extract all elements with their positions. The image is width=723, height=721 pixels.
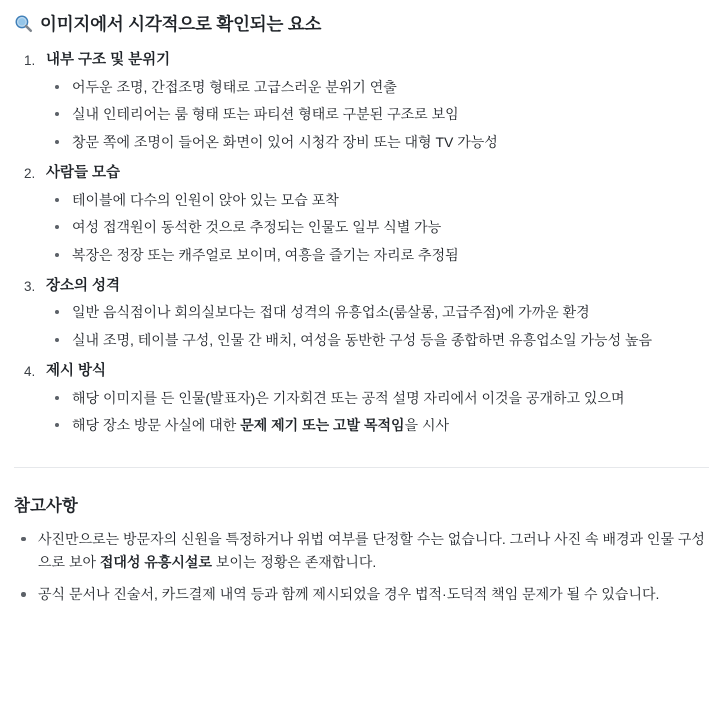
- bullet-item: 테이블에 다수의 인원이 앉아 있는 모습 포착: [46, 190, 713, 212]
- section-label: 사람들 모습: [46, 164, 121, 181]
- section-bullets: [46, 77, 713, 154]
- section-label: 장소의 성격: [46, 277, 121, 294]
- bullet-item: 어두운 조명, 간접조명 형태로 고급스러운 분위기 연출: [46, 77, 713, 99]
- section-bullets: [46, 388, 713, 437]
- list-item: [10, 361, 713, 437]
- note-text-pre: 공식 문서나 진술서, 카드결제 내역 등과 함께 제시되었을 경우 법적·도덕적 책임 문제가 될 수 있습니다.: [38, 586, 660, 603]
- bullet-text-post: 을 시사: [404, 417, 450, 434]
- list-item: [10, 583, 713, 606]
- section-label: 제시 방식: [46, 362, 107, 379]
- bullet-item: 일반 음식점이나 회의실보다는 접대 성격의 유흥업소(룸살롱, 고급주점)에 가까운 환경: [46, 302, 713, 324]
- page-title-row: [14, 11, 713, 36]
- findings-list: [10, 50, 713, 437]
- bullet-text-pre: 해당 장소 방문 사실에 대한: [72, 417, 241, 434]
- notes-title: 참고사항: [14, 496, 78, 515]
- list-item: [10, 276, 713, 352]
- note-text-post: 보이는 정황은 존재합니다.: [211, 553, 377, 570]
- list-item: [10, 50, 713, 154]
- list-item: [10, 528, 713, 573]
- bullet-item: 여성 접객원이 동석한 것으로 추정되는 인물도 일부 식별 가능: [46, 217, 713, 239]
- note-text-pre: 사진만으로는 방문자의 신원을 특정하거나 위법 여부를 단정할 수는 없습니다. 그러나 사진 속 배경과 인물 구성으로 보아: [38, 530, 705, 570]
- note-text-emphasis: 접대성 유흥시설로: [99, 553, 212, 570]
- section-bullets: [46, 190, 713, 267]
- bullet-item: 복장은 정장 또는 캐주얼로 보이며, 여흥을 즐기는 자리로 추정됨: [46, 245, 713, 267]
- bullet-item: 창문 쪽에 조명이 들어온 화면이 있어 시청각 장비 또는 대형 TV 가능성: [46, 132, 713, 154]
- bullet-item: 실내 조명, 테이블 구성, 인물 간 배치, 여성을 동반한 구성 등을 종합하면 유흥업소일 가능성 높음: [46, 330, 713, 352]
- bullet-item: [46, 415, 713, 437]
- section-divider: [14, 467, 709, 468]
- section-bullets: [46, 302, 713, 351]
- bullet-item: 해당 이미지를 든 인물(발표자)은 기자회견 또는 공적 설명 자리에서 이것을 공개하고 있으며: [46, 388, 713, 410]
- list-item: [10, 163, 713, 267]
- bullet-item: 실내 인테리어는 룸 형태 또는 파티션 형태로 구분된 구조로 보임: [46, 104, 713, 126]
- magnifier-icon: [14, 14, 33, 33]
- bullet-text-emphasis: 문제 제기 또는 고발 목적임: [240, 417, 405, 434]
- page-title: 이미지에서 시각적으로 확인되는 요소: [40, 14, 322, 34]
- section-label: 내부 구조 및 분위기: [46, 52, 171, 68]
- notes-list: [10, 528, 713, 606]
